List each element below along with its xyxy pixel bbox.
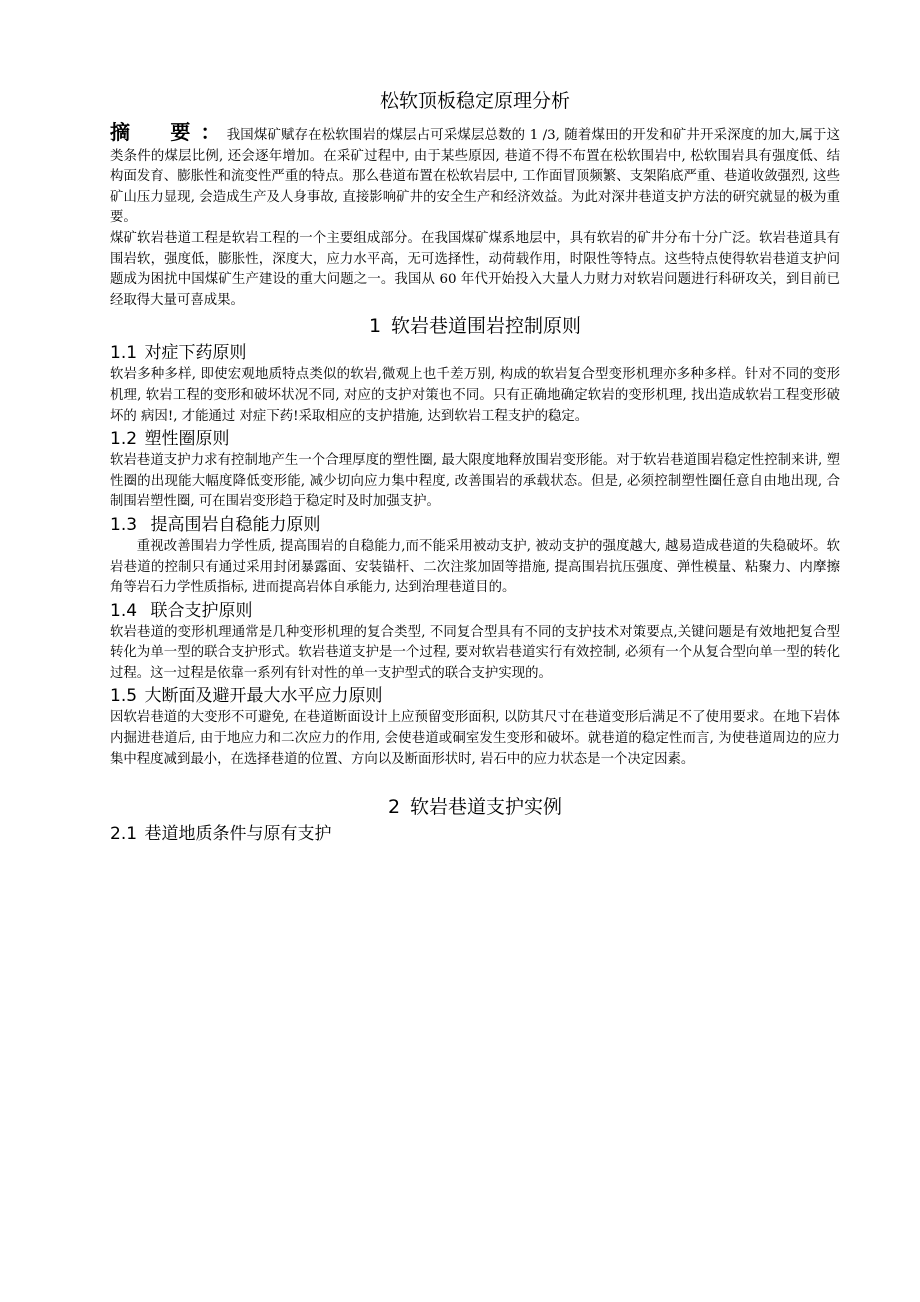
subsection-heading-1-5 [110, 684, 840, 708]
subsection-title: 巷道地质条件与原有支护 [144, 824, 332, 845]
section-spacer [110, 770, 840, 792]
subsection-title: 大断面及避开最大水平应力原则 [144, 686, 383, 707]
subsection-heading-1-2 [110, 427, 840, 451]
subsection-paragraph-1-5: 因软岩巷道的大变形不可避免, 在巷道断面设计上应预留变形面积, 以防其尺寸在巷道变形后满足不了使用要求。在地下岩体内掘进巷道后, 由于地应力和二次应力的作用, 会使巷道或硐室发生变形和破坏。就巷道的稳定性而言, 为使巷道周边的应力集中程度减到最小，在选择巷道的位置、方向以及断面形状时, 岩石中的应力状态是一个决定因素。 [110, 710, 840, 767]
subsection-number: 1.4 [110, 600, 138, 621]
subsection-number: 1.5 [110, 686, 138, 707]
subsection-heading-2-1 [110, 822, 840, 846]
subsection-paragraph-1-4: 软岩巷道的变形机理通常是几种变形机理的复合类型, 不同复合型具有不同的支护技术对策要点,关键问题是有效地把复合型转化为单一型的联合支护形式。软岩巷道支护是一个过程, 要对软岩巷道实行有效控制, 必须有一个从复合型向单一型的转化过程。这一过程是依靠一系列有针对性的单一支护型式的联合支护实现的。 [110, 624, 840, 681]
subsection-title: 对症下药原则 [144, 343, 247, 364]
section-title: 软岩巷道支护实例 [410, 796, 563, 819]
document-page [110, 88, 840, 846]
abstract-label: 摘 要 [110, 120, 201, 144]
subsection-number: 1.3 [110, 514, 138, 535]
abstract-paragraph [110, 122, 840, 229]
document-title: 松软顶板稳定原理分析 [379, 90, 570, 112]
abstract-text: 我国煤矿赋存在松软围岩的煤层占可采煤层总数的 1 /3, 随着煤田的开发和矿井开采深度的加大,属于这类条件的煤层比例, 还会逐年增加。在采矿过程中, 由于某些原因, 巷道不得不布置在松软围岩中, 松软围岩具有强度低、结构面发育、膨胀性和流变性严重的特点。那么巷道布置在松软岩层中, 工作面冒顶频繁、支架陷底严重、巷道收敛强烈, 这些矿山压力显现, 会造成生产及人身事故, 直接影响矿井的安全生产和经济效益。为此对深井巷道支护方法的研究就显的极为重要。 [110, 128, 841, 226]
section-heading-1 [110, 313, 840, 339]
subsection-heading-1-1 [110, 341, 840, 365]
subsection-title: 塑性圈原则 [144, 429, 230, 450]
subsection-paragraph-1-3: 重视改善围岩力学性质, 提高围岩的自稳能力,而不能采用被动支护, 被动支护的强度越大, 越易造成巷道的失稳破坏。软岩巷道的控制只有通过采用封闭暴露面、安装锚杆、二次注浆加固等措施, 提高围岩抗压强度、弹性模量、粘聚力、内摩擦角等岩石力学性质指标, 进而提高岩体自承能力, 达到治理巷道目的。 [110, 538, 840, 596]
subsection-title: 提高围岩自稳能力原则 [150, 514, 321, 535]
section-number: 2 [387, 796, 401, 819]
subsection-paragraph-1-2: 软岩巷道支护力求有控制地产生一个合理厚度的塑性圈, 最大限度地释放围岩变形能。对于软岩巷道围岩稳定性控制来讲, 塑性圈的出现能大幅度降低变形能, 减少切向应力集中程度, 改善围岩的承载状态。但是, 必须控制塑性圈任意自由地出现, 合制围岩塑性圈, 可在围岩变形趋于稳定时及时加强支护。 [110, 453, 840, 510]
subsection-number: 1.1 [110, 343, 138, 364]
section-heading-2 [110, 794, 840, 820]
subsection-title: 联合支护原则 [150, 600, 253, 621]
subsection-paragraph-1-1: 软岩多种多样, 即使宏观地质特点类似的软岩,微观上也千差万别, 构成的软岩复合型变形机理亦多种多样。针对不同的变形机理, 软岩工程的变形和破坏状况不同, 对应的支护对策也不同。只有正确地确定软岩的变形机理, 找出造成软岩工程变形破坏的 病因!, 才能通过 对症下药!采取相应的支护措施, 达到软岩工程支护的稳定。 [110, 367, 840, 424]
subsection-heading-1-3 [110, 513, 840, 537]
abstract-separator: ： [200, 120, 221, 144]
subsection-heading-1-4 [110, 599, 840, 623]
section-number: 1 [368, 315, 382, 338]
subsection-number: 2.1 [110, 824, 138, 845]
intro-paragraph: 煤矿软岩巷道工程是软岩工程的一个主要组成部分。在我国煤矿煤系地层中，具有软岩的矿井分布十分广泛。软岩巷道具有围岩软，强度低，膨胀性，深度大，应力水平高，无可选择性，动荷载作用，时限性等特点。这些特点使得软岩巷道支护问题成为困扰中国煤矿生产建设的重大问题之一。我国从 60 年代开始投入大量人力财力对软岩问题进行科研攻关，到目前已经取得大量可喜成果。 [110, 230, 840, 308]
section-title: 软岩巷道围岩控制原则 [391, 315, 582, 338]
subsection-number: 1.2 [110, 429, 138, 450]
